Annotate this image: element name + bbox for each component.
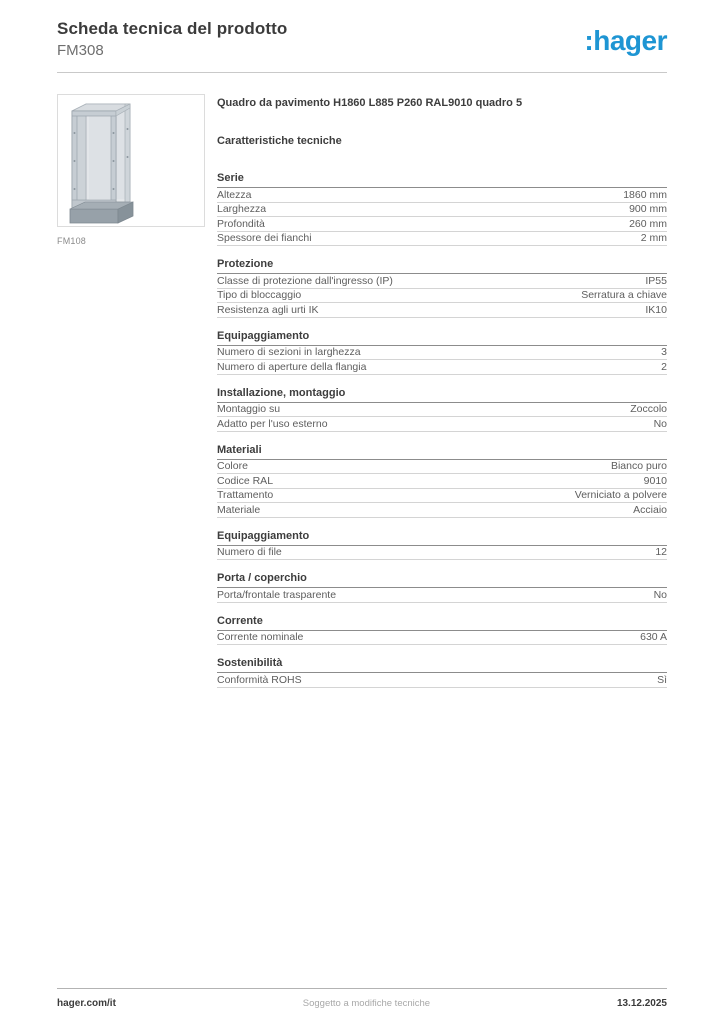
spec-row <box>217 303 667 318</box>
spec-value: 9010 <box>643 474 667 487</box>
page-header <box>57 0 667 73</box>
spec-section <box>217 330 667 375</box>
product-image <box>57 94 205 227</box>
spec-value: IP55 <box>645 274 667 287</box>
footer-website-link[interactable]: hager.com/it <box>57 998 116 1009</box>
section-title: Porta / coperchio <box>217 572 667 588</box>
spec-row <box>217 673 667 688</box>
section-title: Serie <box>217 172 667 188</box>
spec-label: Numero di sezioni in larghezza <box>217 346 361 359</box>
spec-row <box>217 588 667 603</box>
spec-row <box>217 360 667 375</box>
spec-label: Trattamento <box>217 489 274 502</box>
section-title: Installazione, montaggio <box>217 387 667 403</box>
footer-disclaimer: Soggetto a modifiche tecniche <box>302 998 431 1009</box>
spec-label: Adatto per l'uso esterno <box>217 417 328 430</box>
spec-value: IK10 <box>645 303 667 316</box>
spec-label: Codice RAL <box>217 474 274 487</box>
spec-row <box>217 346 667 361</box>
spec-label: Spessore dei fianchi <box>217 232 312 245</box>
spec-value: Acciaio <box>633 503 667 516</box>
spec-value: 1860 mm <box>623 188 667 201</box>
spec-section <box>217 572 667 603</box>
spec-value: 630 A <box>640 631 667 644</box>
spec-row <box>217 289 667 304</box>
cabinet-illustration <box>58 95 206 228</box>
spec-row <box>217 460 667 475</box>
spec-label: Colore <box>217 460 248 473</box>
spec-label: Montaggio su <box>217 403 281 416</box>
section-title: Sostenibilità <box>217 657 667 673</box>
spec-label: Classe di protezione dall'ingresso (IP) <box>217 274 393 287</box>
footer-date: 13.12.2025 <box>616 998 667 1009</box>
spec-value: 12 <box>655 546 667 559</box>
spec-section <box>217 615 667 646</box>
spec-label: Tipo di bloccaggio <box>217 289 302 302</box>
spec-value: No <box>653 588 667 601</box>
spec-value: Zoccolo <box>630 403 667 416</box>
spec-label: Larghezza <box>217 203 267 216</box>
spec-section <box>217 258 667 318</box>
spec-row <box>217 474 667 489</box>
spec-label: Numero di file <box>217 546 282 559</box>
spec-row <box>217 417 667 432</box>
spec-column <box>217 94 667 688</box>
section-title: Equipaggiamento <box>217 530 667 546</box>
product-code: FM308 <box>57 42 104 59</box>
spec-label: Porta/frontale trasparente <box>217 588 337 601</box>
spec-label: Resistenza agli urti IK <box>217 303 319 316</box>
hager-logo: :hager <box>584 25 667 56</box>
spec-value: No <box>653 417 667 430</box>
spec-label: Materiale <box>217 503 261 516</box>
spec-value: Sì <box>657 673 667 686</box>
spec-section <box>217 172 667 246</box>
spec-value: 3 <box>661 346 667 359</box>
page-title: Scheda tecnica del prodotto <box>57 19 288 38</box>
section-title: Equipaggiamento <box>217 330 667 346</box>
spec-row <box>217 274 667 289</box>
spec-label: Profondità <box>217 217 265 230</box>
spec-row <box>217 489 667 504</box>
spec-value: Verniciato a polvere <box>574 489 667 502</box>
spec-sections <box>217 172 667 688</box>
spec-section <box>217 444 667 518</box>
spec-value: Serratura a chiave <box>581 289 667 302</box>
spec-value: 260 mm <box>629 217 667 230</box>
spec-label: Conformità ROHS <box>217 673 302 686</box>
spec-row <box>217 232 667 247</box>
spec-row <box>217 503 667 518</box>
spec-value: 2 mm <box>640 232 667 245</box>
spec-label: Numero di aperture della flangia <box>217 360 367 373</box>
spec-value: 900 mm <box>629 203 667 216</box>
spec-value: 2 <box>661 360 667 373</box>
product-image-caption: FM108 <box>57 236 87 246</box>
product-image-card <box>57 94 207 688</box>
section-title: Materiali <box>217 444 667 460</box>
page-footer <box>57 988 667 1009</box>
spec-row <box>217 631 667 646</box>
spec-section <box>217 387 667 432</box>
spec-value: Bianco puro <box>610 460 667 473</box>
section-title: Protezione <box>217 258 667 274</box>
spec-label: Corrente nominale <box>217 631 304 644</box>
spec-section <box>217 530 667 561</box>
spec-label: Altezza <box>217 188 252 201</box>
main-area <box>57 94 667 688</box>
characteristics-heading: Caratteristiche tecniche <box>217 135 342 147</box>
spec-section <box>217 657 667 688</box>
spec-row <box>217 546 667 561</box>
section-title: Corrente <box>217 615 667 631</box>
spec-row <box>217 217 667 232</box>
spec-row <box>217 188 667 203</box>
product-description: Quadro da pavimento H1860 L885 P260 RAL9010 quadro 5 <box>217 97 523 109</box>
spec-row <box>217 403 667 418</box>
header-titles <box>57 19 287 59</box>
spec-row <box>217 203 667 218</box>
